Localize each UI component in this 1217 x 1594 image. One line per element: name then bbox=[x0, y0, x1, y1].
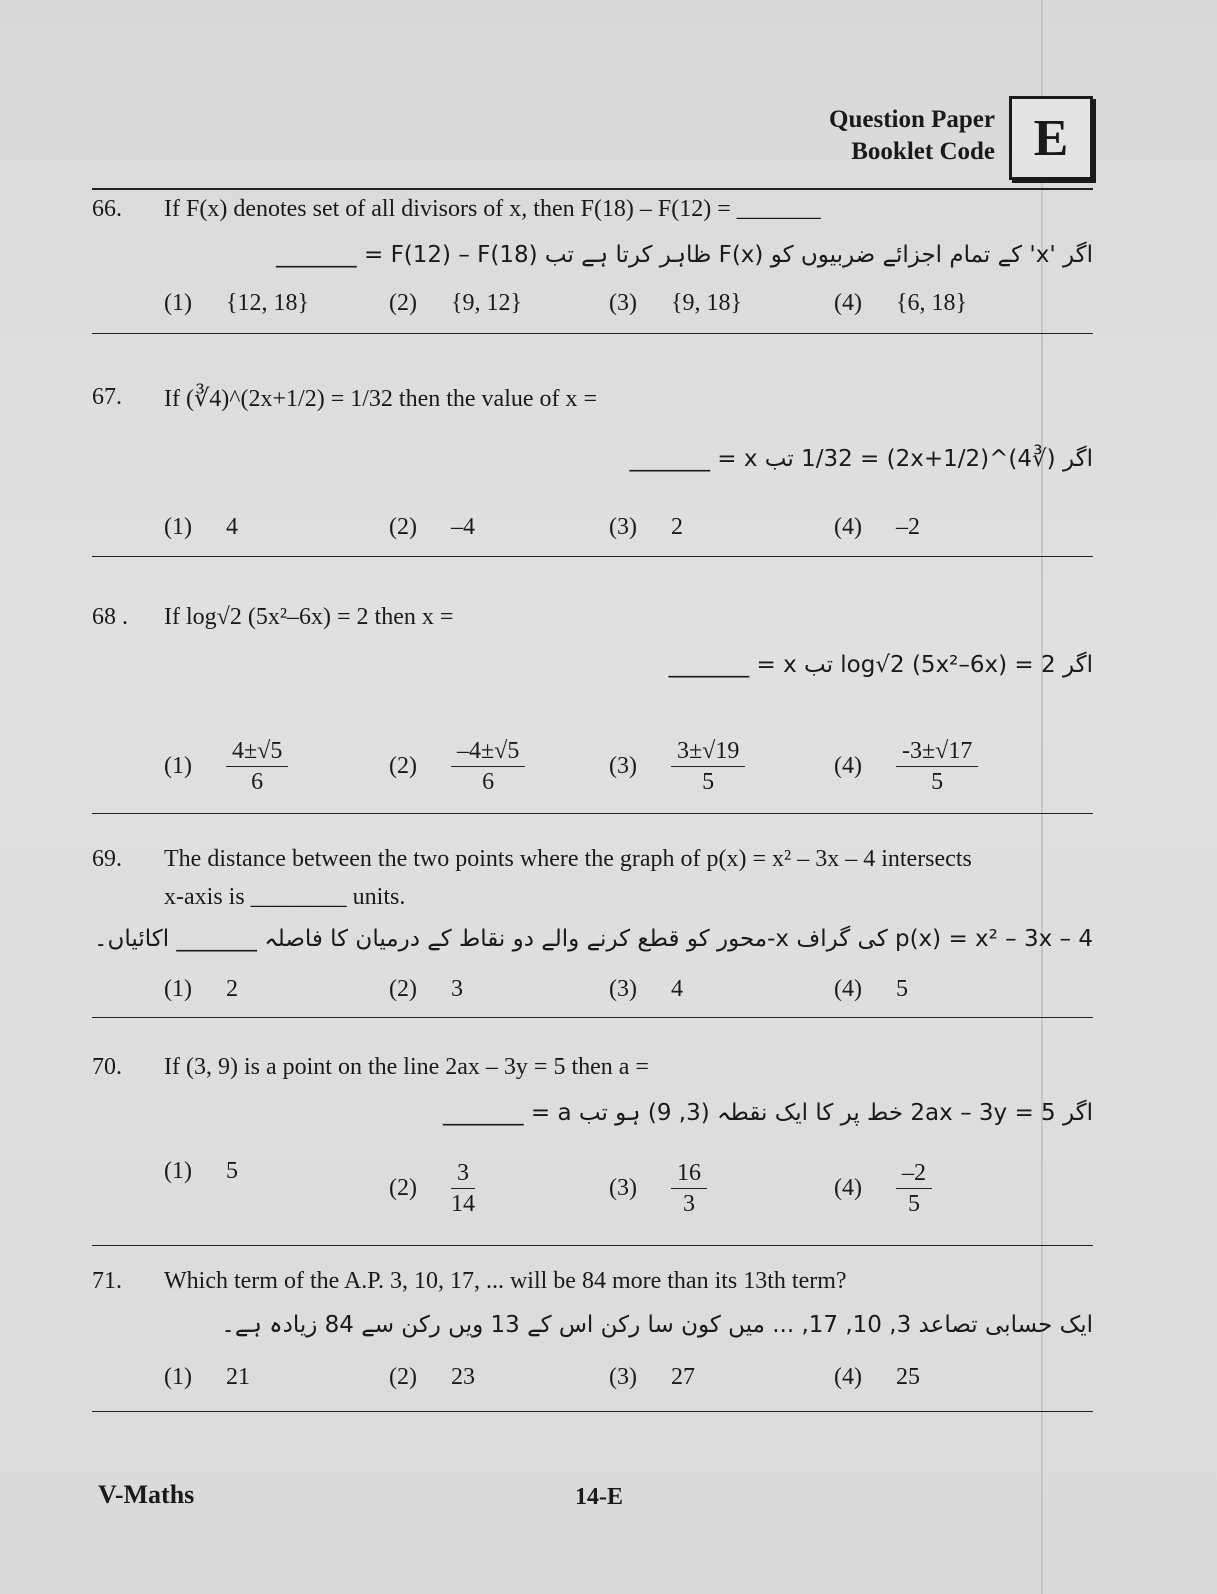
option-4: (4) $\frac{-2}{5}$ bbox=[834, 1158, 932, 1219]
option-2: (2) –4 bbox=[389, 514, 475, 540]
question-number: 70. bbox=[92, 1054, 122, 1080]
option-4: (4) 25 bbox=[834, 1364, 920, 1390]
question-text: If log√2 (5x²–6x) = 2 then x = bbox=[164, 604, 454, 630]
option-4: (4) 5 bbox=[834, 976, 908, 1002]
option-1: (1) 2 bbox=[164, 976, 238, 1002]
divider bbox=[92, 813, 1093, 814]
option-3: (3) 2 bbox=[609, 514, 683, 540]
question-text: If (3, 9) is a point on the line 2ax – 3y = 5 then a = bbox=[164, 1054, 649, 1080]
divider bbox=[92, 556, 1093, 557]
option-1: (1) {12, 18} bbox=[164, 290, 310, 316]
booklet-code-box bbox=[1009, 96, 1093, 180]
divider bbox=[92, 188, 1093, 190]
option-3: (3) 4 bbox=[609, 976, 683, 1002]
option-1: (1) 4 bbox=[164, 514, 238, 540]
question-text: The distance between the two points where the graph of p(x) = x² – 3x – 4 intersects bbox=[164, 846, 972, 872]
header-line-1: Question Paper bbox=[829, 106, 995, 133]
question-text: If F(x) denotes set of all divisors of x, then F(18) – F(12) = _______ bbox=[164, 196, 821, 222]
question-urdu: اگر log√2 (5x²–6x) = 2 تب x = _______ bbox=[668, 652, 1093, 678]
option-3: (3) {9, 18} bbox=[609, 290, 743, 316]
question-text: Which term of the A.P. 3, 10, 17, ... will be 84 more than its 13th term? bbox=[164, 1268, 847, 1294]
divider bbox=[92, 1017, 1093, 1018]
divider bbox=[92, 1411, 1093, 1412]
question-urdu: اگر 2ax – 3y = 5 خط پر کا ایک نقطہ (3, 9) ہو تب a = _______ bbox=[443, 1100, 1093, 1126]
divider bbox=[92, 1245, 1093, 1246]
option-3: (3) $\frac{16}{3}$ bbox=[609, 1158, 707, 1219]
question-number: 68 . bbox=[92, 604, 128, 630]
option-4: (4) {6, 18} bbox=[834, 290, 968, 316]
question-urdu: اگر 'x' کے تمام اجزائے ضربیوں کو F(x) ظاہر کرتا ہے تب F(12) – F(18) = _______ bbox=[276, 242, 1093, 268]
page-number: 14-E bbox=[575, 1484, 623, 1510]
option-4: (4) $\frac{-3\pm√17}{5}$ bbox=[834, 736, 978, 797]
option-1: (1) 5 bbox=[164, 1158, 238, 1184]
question-number: 66. bbox=[92, 196, 122, 222]
option-2: (2) 3 bbox=[389, 976, 463, 1002]
booklet-code: E bbox=[1033, 109, 1069, 167]
header-line-2: Booklet Code bbox=[851, 138, 995, 165]
option-1: (1) 21 bbox=[164, 1364, 250, 1390]
question-urdu: ایک حسابی تصاعد 3, 10, 17, ... میں کون سا رکن اس کے 13 ویں رکن سے 84 زیادہ ہے۔ bbox=[221, 1312, 1093, 1338]
option-4: (4) –2 bbox=[834, 514, 920, 540]
question-text: If (∛4)^(2x+1/2) = 1/32 then the value of x = bbox=[164, 386, 598, 412]
option-2: (2) 23 bbox=[389, 1364, 475, 1390]
question-text-line-2: x-axis is ________ units. bbox=[164, 884, 406, 910]
option-2: (2) $\frac{-4\pm√5}{6}$ bbox=[389, 736, 525, 797]
option-2: (2) {9, 12} bbox=[389, 290, 523, 316]
question-urdu: اگر (∛4)^(2x+1/2) = 1/32 تب x = _______ bbox=[629, 446, 1093, 472]
question-number: 69. bbox=[92, 846, 122, 872]
question-number: 71. bbox=[92, 1268, 122, 1294]
divider bbox=[92, 333, 1093, 334]
option-1: (1) $\frac{4\pm√5}{6}$ bbox=[164, 736, 288, 797]
option-2: (2) $\frac{3}{14}$ bbox=[389, 1160, 475, 1217]
question-number: 67. bbox=[92, 384, 122, 410]
booklet-code-label bbox=[829, 104, 995, 168]
page-fold bbox=[1041, 0, 1043, 1594]
option-3: (3) $\frac{3\pm√19}{5}$ bbox=[609, 736, 745, 797]
question-urdu: p(x) = x² – 3x – 4 کی گراف x-محور کو قطع کرنے والے دو نقاط کے درمیان کا فاصلہ _______ اکائیاں۔ bbox=[94, 926, 1093, 952]
option-3: (3) 27 bbox=[609, 1364, 695, 1390]
subject-label: V-Maths bbox=[98, 1480, 195, 1509]
